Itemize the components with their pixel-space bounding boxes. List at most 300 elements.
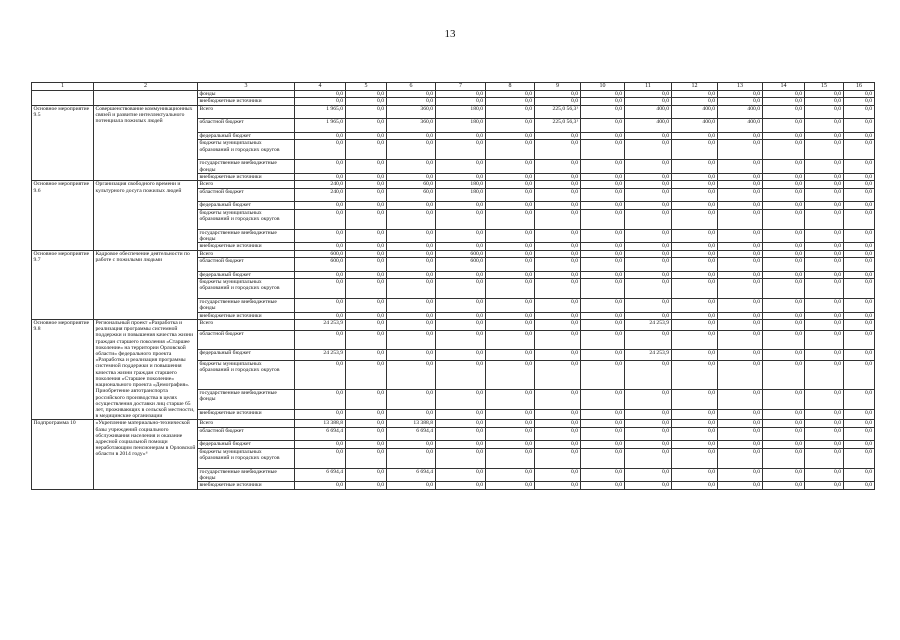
funding-source-cell: бюджеты муниципальных образований и городских округов bbox=[198, 279, 295, 299]
value-cell: 0,0 bbox=[295, 409, 346, 420]
value-cell: 0,0 bbox=[844, 330, 875, 350]
value-cell: 0,0 bbox=[672, 250, 718, 257]
value-cell: 0,0 bbox=[387, 299, 436, 313]
value-cell: 0,0 bbox=[844, 427, 875, 441]
value-cell: 0,0 bbox=[486, 448, 535, 468]
measure-code-cell: Подпрограмма 10 bbox=[32, 420, 94, 489]
value-cell: 0,0 bbox=[387, 202, 436, 209]
funding-source-cell: федеральный бюджет bbox=[198, 441, 295, 448]
value-cell: 0,0 bbox=[346, 389, 387, 409]
value-cell: 0,0 bbox=[581, 279, 625, 299]
value-cell: 0,0 bbox=[581, 350, 625, 361]
value-cell: 0,0 bbox=[805, 160, 844, 174]
measure-code-cell: Основное мероприятие 9.8 bbox=[32, 320, 94, 420]
value-cell: 0,0 bbox=[718, 482, 763, 489]
value-cell: 225,0 56,3¹ bbox=[535, 105, 581, 119]
value-cell: 0,0 bbox=[763, 160, 805, 174]
value-cell: 0,0 bbox=[486, 202, 535, 209]
value-cell: 0,0 bbox=[805, 482, 844, 489]
funding-source-cell: областной бюджет bbox=[198, 427, 295, 441]
value-cell: 0,0 bbox=[625, 229, 672, 243]
value-cell: 0,0 bbox=[486, 299, 535, 313]
value-cell: 0,0 bbox=[805, 330, 844, 350]
value-cell: 0,0 bbox=[346, 91, 387, 98]
value-cell: 0,0 bbox=[844, 181, 875, 188]
value-cell: 0,0 bbox=[295, 448, 346, 468]
value-cell: 0,0 bbox=[581, 140, 625, 160]
value-cell: 0,0 bbox=[486, 279, 535, 299]
value-cell: 0,0 bbox=[535, 271, 581, 278]
value-cell: 0,0 bbox=[844, 320, 875, 331]
value-cell: 0,0 bbox=[763, 361, 805, 390]
value-cell: 0,0 bbox=[625, 91, 672, 98]
value-cell: 0,0 bbox=[535, 409, 581, 420]
value-cell: 0,0 bbox=[387, 448, 436, 468]
funding-source-cell: Всего bbox=[198, 420, 295, 427]
value-cell: 0,0 bbox=[295, 132, 346, 139]
value-cell: 0,0 bbox=[486, 441, 535, 448]
value-cell: 0,0 bbox=[387, 350, 436, 361]
column-number-cell: 4 bbox=[295, 83, 346, 91]
value-cell: 0,0 bbox=[844, 229, 875, 243]
value-cell: 0,0 bbox=[672, 279, 718, 299]
value-cell: 0,0 bbox=[718, 350, 763, 361]
value-cell: 0,0 bbox=[763, 243, 805, 250]
value-cell: 0,0 bbox=[295, 173, 346, 180]
value-cell: 0,0 bbox=[718, 209, 763, 229]
value-cell: 0,0 bbox=[581, 173, 625, 180]
value-cell: 0,0 bbox=[387, 441, 436, 448]
value-cell: 0,0 bbox=[295, 279, 346, 299]
funding-source-cell: внебюджетные источники bbox=[198, 173, 295, 180]
value-cell: 0,0 bbox=[805, 441, 844, 448]
value-cell: 0,0 bbox=[436, 140, 486, 160]
value-cell: 0,0 bbox=[535, 243, 581, 250]
value-cell: 0,0 bbox=[581, 229, 625, 243]
value-cell: 600,0 bbox=[436, 250, 486, 257]
value-cell: 0,0 bbox=[718, 361, 763, 390]
value-cell: 0,0 bbox=[535, 427, 581, 441]
funding-source-cell: бюджеты муниципальных образований и городских округов bbox=[198, 140, 295, 160]
value-cell: 400,0 bbox=[672, 105, 718, 119]
value-cell: 600,0 bbox=[436, 258, 486, 272]
value-cell: 0,0 bbox=[625, 482, 672, 489]
funding-source-cell: внебюджетные источники bbox=[198, 409, 295, 420]
value-cell: 0,0 bbox=[346, 105, 387, 119]
funding-source-cell: областной бюджет bbox=[198, 330, 295, 350]
value-cell: 0,0 bbox=[805, 420, 844, 427]
value-cell: 0,0 bbox=[805, 389, 844, 409]
funding-source-cell: внебюджетные источники bbox=[198, 312, 295, 319]
value-cell: 0,0 bbox=[844, 160, 875, 174]
value-cell: 13 388,8 bbox=[295, 420, 346, 427]
value-cell: 0,0 bbox=[535, 188, 581, 202]
empty-cell bbox=[32, 98, 94, 105]
value-cell: 0,0 bbox=[486, 350, 535, 361]
value-cell: 0,0 bbox=[672, 160, 718, 174]
value-cell: 0,0 bbox=[346, 132, 387, 139]
funding-source-cell: государственные внебюджетные фонды bbox=[198, 389, 295, 409]
value-cell: 0,0 bbox=[763, 441, 805, 448]
value-cell: 0,0 bbox=[625, 420, 672, 427]
value-cell: 0,0 bbox=[346, 202, 387, 209]
value-cell: 0,0 bbox=[844, 279, 875, 299]
value-cell: 0,0 bbox=[387, 409, 436, 420]
value-cell: 0,0 bbox=[844, 361, 875, 390]
value-cell: 0,0 bbox=[295, 361, 346, 390]
value-cell: 0,0 bbox=[805, 271, 844, 278]
value-cell: 0,0 bbox=[387, 140, 436, 160]
value-cell: 6 694,4 bbox=[387, 468, 436, 482]
value-cell: 0,0 bbox=[805, 181, 844, 188]
value-cell: 0,0 bbox=[581, 468, 625, 482]
value-cell: 0,0 bbox=[625, 258, 672, 272]
value-cell: 0,0 bbox=[718, 299, 763, 313]
value-cell: 0,0 bbox=[844, 389, 875, 409]
column-number-cell: 11 bbox=[625, 83, 672, 91]
value-cell: 0,0 bbox=[763, 427, 805, 441]
value-cell: 0,0 bbox=[535, 330, 581, 350]
value-cell: 0,0 bbox=[763, 188, 805, 202]
value-cell: 225,0 56,3¹ bbox=[535, 119, 581, 133]
value-cell: 0,0 bbox=[805, 98, 844, 105]
value-cell: 0,0 bbox=[763, 312, 805, 319]
value-cell: 0,0 bbox=[436, 409, 486, 420]
value-cell: 0,0 bbox=[718, 427, 763, 441]
value-cell: 0,0 bbox=[672, 188, 718, 202]
value-cell: 0,0 bbox=[581, 258, 625, 272]
value-cell: 0,0 bbox=[387, 258, 436, 272]
value-cell: 0,0 bbox=[295, 209, 346, 229]
value-cell: 0,0 bbox=[805, 350, 844, 361]
value-cell: 0,0 bbox=[436, 173, 486, 180]
value-cell: 0,0 bbox=[763, 209, 805, 229]
value-cell: 0,0 bbox=[844, 271, 875, 278]
value-cell: 0,0 bbox=[346, 271, 387, 278]
column-number-cell: 6 bbox=[387, 83, 436, 91]
value-cell: 0,0 bbox=[346, 173, 387, 180]
value-cell: 400,0 bbox=[718, 105, 763, 119]
value-cell: 0,0 bbox=[844, 258, 875, 272]
value-cell: 0,0 bbox=[486, 271, 535, 278]
value-cell: 0,0 bbox=[844, 482, 875, 489]
value-cell: 0,0 bbox=[805, 173, 844, 180]
value-cell: 240,0 bbox=[295, 181, 346, 188]
value-cell: 0,0 bbox=[763, 173, 805, 180]
value-cell: 0,0 bbox=[763, 389, 805, 409]
value-cell: 0,0 bbox=[718, 258, 763, 272]
value-cell: 0,0 bbox=[844, 243, 875, 250]
funding-source-cell: Всего bbox=[198, 320, 295, 331]
value-cell: 0,0 bbox=[581, 330, 625, 350]
value-cell: 0,0 bbox=[625, 279, 672, 299]
value-cell: 0,0 bbox=[486, 361, 535, 390]
value-cell: 0,0 bbox=[672, 202, 718, 209]
value-cell: 0,0 bbox=[346, 119, 387, 133]
value-cell: 0,0 bbox=[581, 132, 625, 139]
value-cell: 180,0 bbox=[436, 105, 486, 119]
value-cell: 0,0 bbox=[387, 91, 436, 98]
value-cell: 400,0 bbox=[672, 119, 718, 133]
column-number-cell: 2 bbox=[94, 83, 198, 91]
value-cell: 0,0 bbox=[581, 482, 625, 489]
column-number-cell: 15 bbox=[805, 83, 844, 91]
value-cell: 0,0 bbox=[805, 140, 844, 160]
value-cell: 0,0 bbox=[763, 91, 805, 98]
value-cell: 0,0 bbox=[486, 181, 535, 188]
measure-code-cell: Основное мероприятие 9.7 bbox=[32, 250, 94, 319]
value-cell: 0,0 bbox=[387, 271, 436, 278]
column-number-cell: 10 bbox=[581, 83, 625, 91]
value-cell: 0,0 bbox=[844, 420, 875, 427]
value-cell: 0,0 bbox=[486, 389, 535, 409]
value-cell: 0,0 bbox=[805, 320, 844, 331]
value-cell: 0,0 bbox=[295, 271, 346, 278]
value-cell: 0,0 bbox=[581, 312, 625, 319]
value-cell: 400,0 bbox=[625, 119, 672, 133]
value-cell: 0,0 bbox=[625, 312, 672, 319]
measure-title-cell: Кадровое обеспечение деятельности по работе с пожилыми людьми bbox=[94, 250, 198, 319]
measure-title-cell: «Укрепление материально-технической базы учреждений социального обслуживания населения и оказание адресной социальной помощи неработающим пенсионерам в Орловской области в 2014 году»⁶ bbox=[94, 420, 198, 489]
funding-source-cell: государственные внебюджетные фонды bbox=[198, 160, 295, 174]
funding-source-cell: государственные внебюджетные фонды bbox=[198, 229, 295, 243]
value-cell: 0,0 bbox=[763, 448, 805, 468]
value-cell: 0,0 bbox=[581, 299, 625, 313]
value-cell: 0,0 bbox=[436, 98, 486, 105]
value-cell: 0,0 bbox=[436, 202, 486, 209]
value-cell: 0,0 bbox=[346, 98, 387, 105]
value-cell: 0,0 bbox=[844, 209, 875, 229]
value-cell: 0,0 bbox=[805, 299, 844, 313]
value-cell: 0,0 bbox=[486, 229, 535, 243]
funding-source-cell: государственные внебюджетные фонды bbox=[198, 299, 295, 313]
value-cell: 0,0 bbox=[346, 279, 387, 299]
value-cell: 0,0 bbox=[581, 119, 625, 133]
value-cell: 0,0 bbox=[535, 482, 581, 489]
value-cell: 0,0 bbox=[535, 140, 581, 160]
value-cell: 0,0 bbox=[805, 468, 844, 482]
value-cell: 0,0 bbox=[805, 119, 844, 133]
value-cell: 180,0 bbox=[436, 188, 486, 202]
value-cell: 0,0 bbox=[581, 420, 625, 427]
value-cell: 0,0 bbox=[844, 299, 875, 313]
funding-source-cell: бюджеты муниципальных образований и городских округов bbox=[198, 209, 295, 229]
value-cell: 0,0 bbox=[535, 320, 581, 331]
value-cell: 0,0 bbox=[625, 188, 672, 202]
value-cell: 0,0 bbox=[718, 330, 763, 350]
value-cell: 0,0 bbox=[763, 299, 805, 313]
value-cell: 0,0 bbox=[486, 409, 535, 420]
funding-source-cell: бюджеты муниципальных образований и городских округов bbox=[198, 361, 295, 390]
value-cell: 0,0 bbox=[535, 279, 581, 299]
value-cell: 0,0 bbox=[805, 105, 844, 119]
funding-source-cell: внебюджетные источники bbox=[198, 98, 295, 105]
measure-title-cell: Совершенствование коммуникационных связей и развитие интеллектуального потенциала пожилых людей bbox=[94, 105, 198, 181]
value-cell: 0,0 bbox=[805, 250, 844, 257]
value-cell: 0,0 bbox=[844, 350, 875, 361]
value-cell: 240,0 bbox=[295, 188, 346, 202]
value-cell: 0,0 bbox=[581, 188, 625, 202]
value-cell: 180,0 bbox=[436, 119, 486, 133]
value-cell: 0,0 bbox=[672, 299, 718, 313]
value-cell: 0,0 bbox=[625, 140, 672, 160]
value-cell: 0,0 bbox=[346, 448, 387, 468]
value-cell: 0,0 bbox=[718, 441, 763, 448]
value-cell: 0,0 bbox=[387, 98, 436, 105]
value-cell: 0,0 bbox=[346, 468, 387, 482]
value-cell: 0,0 bbox=[535, 160, 581, 174]
empty-cell bbox=[32, 91, 94, 98]
value-cell: 0,0 bbox=[805, 409, 844, 420]
value-cell: 360,0 bbox=[387, 105, 436, 119]
value-cell: 0,0 bbox=[672, 312, 718, 319]
table-row bbox=[32, 98, 875, 105]
value-cell: 0,0 bbox=[805, 229, 844, 243]
value-cell: 0,0 bbox=[535, 181, 581, 188]
value-cell: 0,0 bbox=[805, 202, 844, 209]
value-cell: 0,0 bbox=[844, 202, 875, 209]
value-cell: 0,0 bbox=[346, 427, 387, 441]
value-cell: 0,0 bbox=[535, 420, 581, 427]
value-cell: 0,0 bbox=[718, 181, 763, 188]
value-cell: 0,0 bbox=[486, 160, 535, 174]
value-cell: 0,0 bbox=[581, 389, 625, 409]
funding-source-cell: областной бюджет bbox=[198, 119, 295, 133]
value-cell: 0,0 bbox=[436, 448, 486, 468]
value-cell: 0,0 bbox=[625, 271, 672, 278]
value-cell: 0,0 bbox=[625, 468, 672, 482]
value-cell: 0,0 bbox=[844, 188, 875, 202]
value-cell: 0,0 bbox=[581, 105, 625, 119]
value-cell: 0,0 bbox=[718, 188, 763, 202]
value-cell: 0,0 bbox=[346, 229, 387, 243]
value-cell: 60,0 bbox=[387, 188, 436, 202]
value-cell: 0,0 bbox=[486, 188, 535, 202]
column-number-cell: 3 bbox=[198, 83, 295, 91]
value-cell: 0,0 bbox=[763, 140, 805, 160]
value-cell: 0,0 bbox=[718, 229, 763, 243]
value-cell: 0,0 bbox=[535, 468, 581, 482]
value-cell: 0,0 bbox=[387, 243, 436, 250]
value-cell: 0,0 bbox=[763, 330, 805, 350]
value-cell: 0,0 bbox=[535, 250, 581, 257]
value-cell: 0,0 bbox=[718, 98, 763, 105]
value-cell: 0,0 bbox=[718, 409, 763, 420]
value-cell: 0,0 bbox=[387, 173, 436, 180]
value-cell: 0,0 bbox=[581, 243, 625, 250]
value-cell: 0,0 bbox=[581, 441, 625, 448]
value-cell: 0,0 bbox=[486, 173, 535, 180]
value-cell: 0,0 bbox=[805, 243, 844, 250]
funding-source-cell: фонды bbox=[198, 91, 295, 98]
value-cell: 0,0 bbox=[718, 91, 763, 98]
column-number-cell: 8 bbox=[486, 83, 535, 91]
value-cell: 0,0 bbox=[387, 209, 436, 229]
value-cell: 60,0 bbox=[387, 181, 436, 188]
value-cell: 0,0 bbox=[844, 98, 875, 105]
value-cell: 0,0 bbox=[625, 389, 672, 409]
value-cell: 6 694,4 bbox=[387, 427, 436, 441]
value-cell: 0,0 bbox=[672, 350, 718, 361]
value-cell: 0,0 bbox=[844, 132, 875, 139]
value-cell: 0,0 bbox=[844, 173, 875, 180]
value-cell: 0,0 bbox=[672, 427, 718, 441]
value-cell: 0,0 bbox=[581, 427, 625, 441]
value-cell: 0,0 bbox=[805, 279, 844, 299]
value-cell: 0,0 bbox=[763, 229, 805, 243]
value-cell: 0,0 bbox=[763, 350, 805, 361]
funding-source-cell: Всего bbox=[198, 105, 295, 119]
value-cell: 0,0 bbox=[387, 229, 436, 243]
value-cell: 1 965,0 bbox=[295, 119, 346, 133]
funding-source-cell: Всего bbox=[198, 181, 295, 188]
value-cell: 0,0 bbox=[535, 229, 581, 243]
value-cell: 0,0 bbox=[436, 441, 486, 448]
value-cell: 0,0 bbox=[672, 173, 718, 180]
value-cell: 0,0 bbox=[672, 441, 718, 448]
value-cell: 0,0 bbox=[844, 468, 875, 482]
funding-source-cell: федеральный бюджет bbox=[198, 132, 295, 139]
column-number-cell: 5 bbox=[346, 83, 387, 91]
value-cell: 0,0 bbox=[436, 330, 486, 350]
value-cell: 0,0 bbox=[486, 119, 535, 133]
value-cell: 0,0 bbox=[805, 312, 844, 319]
value-cell: 0,0 bbox=[436, 427, 486, 441]
value-cell: 0,0 bbox=[436, 160, 486, 174]
value-cell: 0,0 bbox=[844, 140, 875, 160]
value-cell: 0,0 bbox=[718, 279, 763, 299]
value-cell: 0,0 bbox=[844, 119, 875, 133]
funding-source-cell: внебюджетные источники bbox=[198, 482, 295, 489]
funding-source-cell: областной бюджет bbox=[198, 258, 295, 272]
value-cell: 0,0 bbox=[535, 173, 581, 180]
value-cell: 0,0 bbox=[718, 132, 763, 139]
column-number-cell: 9 bbox=[535, 83, 581, 91]
value-cell: 0,0 bbox=[844, 312, 875, 319]
value-cell: 0,0 bbox=[295, 243, 346, 250]
value-cell: 24 253,9 bbox=[295, 320, 346, 331]
value-cell: 0,0 bbox=[295, 330, 346, 350]
value-cell: 0,0 bbox=[625, 299, 672, 313]
value-cell: 0,0 bbox=[625, 209, 672, 229]
column-number-cell: 7 bbox=[436, 83, 486, 91]
value-cell: 0,0 bbox=[763, 279, 805, 299]
value-cell: 0,0 bbox=[625, 132, 672, 139]
value-cell: 0,0 bbox=[672, 243, 718, 250]
value-cell: 0,0 bbox=[763, 482, 805, 489]
value-cell: 400,0 bbox=[625, 105, 672, 119]
value-cell: 0,0 bbox=[625, 181, 672, 188]
value-cell: 0,0 bbox=[436, 132, 486, 139]
value-cell: 0,0 bbox=[436, 279, 486, 299]
value-cell: 0,0 bbox=[844, 250, 875, 257]
value-cell: 0,0 bbox=[718, 271, 763, 278]
value-cell: 0,0 bbox=[535, 98, 581, 105]
value-cell: 0,0 bbox=[763, 119, 805, 133]
value-cell: 0,0 bbox=[346, 361, 387, 390]
value-cell: 0,0 bbox=[718, 468, 763, 482]
value-cell: 0,0 bbox=[672, 258, 718, 272]
value-cell: 0,0 bbox=[486, 312, 535, 319]
value-cell: 0,0 bbox=[486, 98, 535, 105]
value-cell: 0,0 bbox=[436, 320, 486, 331]
value-cell: 0,0 bbox=[805, 209, 844, 229]
value-cell: 0,0 bbox=[625, 243, 672, 250]
value-cell: 0,0 bbox=[763, 271, 805, 278]
value-cell: 0,0 bbox=[581, 181, 625, 188]
value-cell: 0,0 bbox=[295, 202, 346, 209]
value-cell: 0,0 bbox=[581, 160, 625, 174]
